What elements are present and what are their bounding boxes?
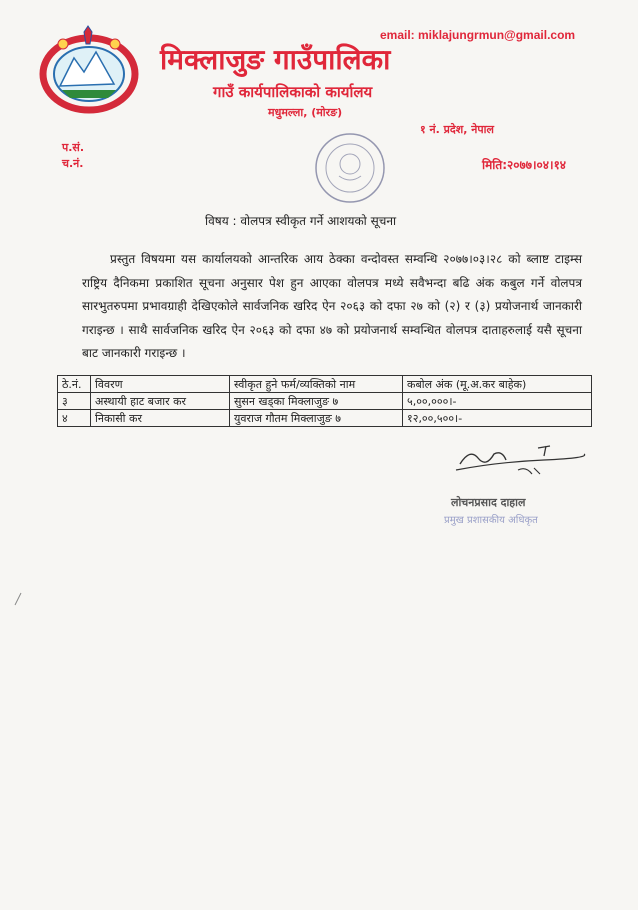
reference-patra-sankhya: प.सं.	[62, 141, 85, 154]
table-header-row	[58, 376, 592, 393]
government-emblem-logo	[38, 24, 140, 114]
reference-chalani-number: च.नं.	[62, 157, 84, 170]
office-seal-stamp	[305, 128, 395, 206]
table-cell: अस्थायी हाट बजार कर	[91, 393, 230, 410]
table-cell: निकासी कर	[91, 410, 230, 427]
page-edge-mark	[14, 592, 22, 606]
document-date: मिति:२०७७।०४।१४	[482, 158, 567, 172]
table-cell: सुसन खड्का मिक्लाजुङ ७	[230, 393, 403, 410]
notice-body	[82, 248, 582, 366]
table-header-cell: विवरण	[91, 376, 230, 393]
table-cell: ३	[58, 393, 91, 410]
notice-subject: विषय : वोलपत्र स्वीकृत गर्ने आशयको सूचना	[205, 214, 397, 228]
table-cell: १२,००,५००।-	[403, 410, 592, 427]
bid-acceptance-table	[57, 375, 592, 427]
table-cell: ५,००,०००।-	[403, 393, 592, 410]
table-cell: ४	[58, 410, 91, 427]
office-address: मधुमल्ला, (मोरङ)	[268, 106, 343, 119]
office-email: email: miklajungrmun@gmail.com	[380, 28, 576, 42]
office-subtitle: गाउँ कार्यपालिकाको कार्यालय	[213, 83, 373, 101]
table-header-cell: स्वीकृत हुने फर्म/व्यक्तिको नाम	[230, 376, 403, 393]
table-cell: युवराज गौतम मिक्लाजुङ ७	[230, 410, 403, 427]
table-header-cell: ठे.नं.	[58, 376, 91, 393]
table-row	[58, 410, 592, 427]
notice-body-text: प्रस्तुत विषयमा यस कार्यालयको आन्तरिक आय ठेक्का वन्दोवस्त सम्वन्धि २०७७।०३।२८ को ब्लाष्ट टाइम्स राष्ट्रिय दैनिकमा प्रकाशित सूचना अनुसार पेश हुन आएका वोलपत्र मध्ये सवैभन्दा बढि अंक कबुल गर्ने वोलपत्र सारभुतरुपमा प्रभावग्राही देखिएकोले सार्वजनिक खरिद ऐन २०६३ को दफा २७ को (२) र (३) प्रयोजनार्थ जानकारी गराइन्छ । साथै सार्वजनिक खरिद ऐन २०६३ को दफा ४७ को प्रयोजनार्थ सम्वन्धित वोलपत्र दाताहरुलाई यसै सूचना बाट जानकारी गराइन्छ ।	[82, 252, 582, 360]
province-label: १ नं. प्रदेश, नेपाल	[420, 123, 494, 136]
table-row	[58, 393, 592, 410]
municipality-title: मिक्लाजुङ गाउँपालिका	[160, 43, 391, 76]
signer-name: लोचनप्रसाद दाहाल	[451, 496, 526, 509]
handwritten-signature	[448, 440, 588, 480]
signer-title: प्रमुख प्रशासकीय अधिकृत	[444, 515, 538, 526]
table-header-cell: कबोल अंक (मू.अ.कर बाहेक)	[403, 376, 592, 393]
